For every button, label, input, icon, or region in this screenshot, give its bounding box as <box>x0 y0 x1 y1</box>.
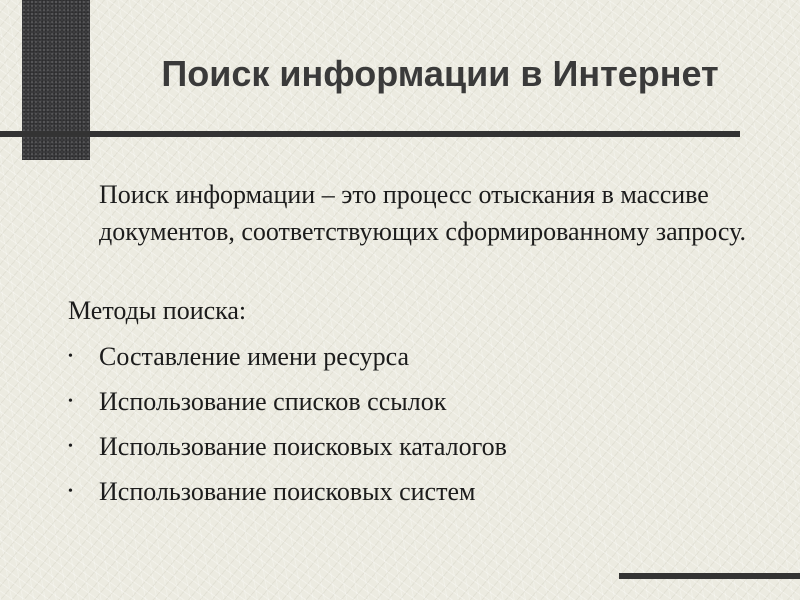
list-item-text: Составление имени ресурса <box>99 342 410 371</box>
list-item-text: Использование поисковых каталогов <box>99 432 507 461</box>
slide-title: Поиск информации в Интернет <box>161 53 719 94</box>
definition-paragraph: Поиск информации – это процесс отыскания в массиве документов, соответствующих сформированному запросу. <box>99 180 746 246</box>
list-item-text: Использование списков ссылок <box>99 387 447 416</box>
methods-heading: Методы поиска: <box>68 296 247 325</box>
bullet-icon: • <box>68 394 73 409</box>
bullet-icon: • <box>68 439 73 454</box>
title-divider-line <box>0 131 740 137</box>
list-item-text: Использование поисковых систем <box>99 477 476 506</box>
bottom-divider-line <box>619 573 800 579</box>
bullet-icon: • <box>68 484 73 499</box>
bullet-icon: • <box>68 349 73 364</box>
